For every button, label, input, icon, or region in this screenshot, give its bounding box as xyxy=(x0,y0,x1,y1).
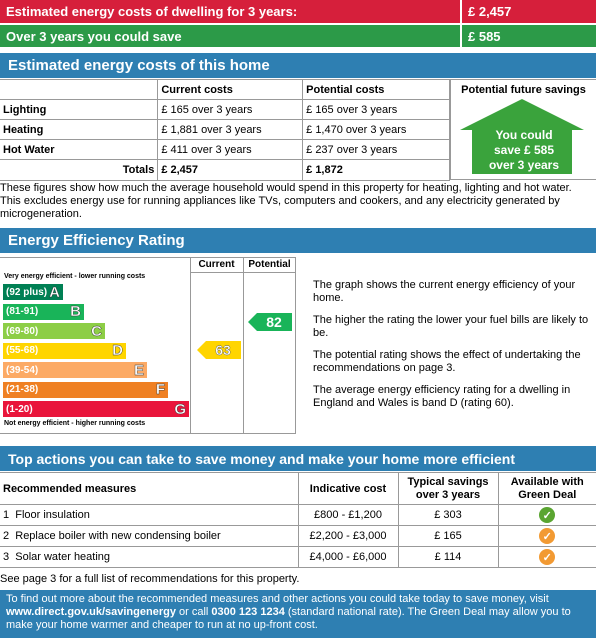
footer-text-a: To find out more about the recommended measures and other actions you could take today to save money, visit xyxy=(6,593,549,605)
rating-band-e xyxy=(3,362,147,378)
action-num: 2 xyxy=(3,530,10,542)
action-measure xyxy=(0,505,298,526)
rating-band-letter: B xyxy=(70,303,81,320)
actions-header-savings-2: over 3 years xyxy=(415,488,481,501)
actions-header-measures: Recommended measures xyxy=(0,473,298,505)
action-cost: £4,000 - £6,000 xyxy=(298,547,398,568)
costs-row-label: Lighting xyxy=(0,100,158,120)
action-measure xyxy=(0,526,298,547)
savings-line-2: save £ 585 xyxy=(493,143,555,157)
rating-band-b xyxy=(3,304,84,320)
action-green-deal xyxy=(498,547,596,568)
actions-header-cost xyxy=(298,473,398,505)
actions-table xyxy=(0,472,596,568)
rating-text-4: The average energy efficiency rating for a dwelling in England and Wales is band D (rating 60). xyxy=(313,384,571,409)
rating-band-letter: E xyxy=(133,361,144,379)
costs-row-potential: £ 165 over 3 years xyxy=(303,100,450,120)
action-measure-label: Replace boiler with new condensing boiler xyxy=(15,530,221,542)
summary-cost-value: £ 2,457 xyxy=(468,4,512,19)
rating-band-f xyxy=(3,382,168,398)
action-num: 1 xyxy=(3,509,10,521)
summary-save-value-bar xyxy=(462,25,596,47)
rating-col-potential: Potential xyxy=(248,259,291,270)
summary-save-value: £ 585 xyxy=(468,28,501,44)
summary-cost-value-bar xyxy=(462,0,596,23)
table-row xyxy=(0,140,450,160)
action-saving: £ 114 xyxy=(398,547,498,568)
savings-header: Potential future savings xyxy=(461,84,586,96)
rating-column-divider-2 xyxy=(243,258,244,433)
rating-column-divider-1 xyxy=(190,258,191,433)
costs-row-potential: £ 1,470 over 3 years xyxy=(303,120,450,140)
action-cost: £2,200 - £3,000 xyxy=(298,526,398,547)
rating-section-header xyxy=(0,228,596,253)
rating-band-d xyxy=(3,343,126,359)
actions-header-green-2: Green Deal xyxy=(518,488,577,501)
footer-box xyxy=(0,590,596,638)
costs-note: These figures show how much the average household would spend in this property for heating, lighting and hot water. This excludes energy use for running appliances like TVs, computers and cookers, and any electricity generated by microgeneration. xyxy=(0,182,572,220)
action-measure-label: Floor insulation xyxy=(15,509,90,521)
savings-line-1: You could xyxy=(495,128,553,142)
costs-table xyxy=(0,79,450,181)
action-green-deal xyxy=(498,505,596,526)
rating-text-2: The higher the rating the lower your fuel bills are likely to be. xyxy=(313,314,589,339)
action-saving: £ 165 xyxy=(398,526,498,547)
rating-top-label: Very energy efficient - lower running costs xyxy=(4,273,146,280)
check-icon: ✓ xyxy=(539,549,555,565)
rating-band-letter: G xyxy=(174,400,186,418)
rating-text-3: The potential rating shows the effect of undertaking the recommendations on page 3. xyxy=(313,349,581,374)
summary-cost-label-bar xyxy=(0,0,460,23)
rating-chart xyxy=(0,257,296,434)
actions-header-green-1: Available with xyxy=(510,475,584,488)
current-rating-value: 63 xyxy=(215,342,231,358)
action-num: 3 xyxy=(3,551,10,563)
table-row xyxy=(0,505,596,526)
rating-band-range: (55-68) xyxy=(6,345,39,356)
costs-row-label: Heating xyxy=(0,120,158,140)
rating-band-letter: F xyxy=(155,381,165,398)
footer-link[interactable]: www.direct.gov.uk/savingenergy xyxy=(6,606,176,618)
costs-header-current: Current costs xyxy=(158,80,303,100)
rating-band-range: (21-38) xyxy=(6,384,39,395)
rating-col-current: Current xyxy=(198,259,235,270)
costs-header-blank xyxy=(0,80,158,100)
costs-row-current: £ 165 over 3 years xyxy=(158,100,303,120)
actions-section-title: Top actions you can take to save money and make your home more efficient xyxy=(8,450,515,467)
summary-cost-label: Estimated energy costs of dwelling for 3 years: xyxy=(6,4,298,19)
costs-header-potential: Potential costs xyxy=(303,80,450,100)
actions-header-cost-label: Indicative cost xyxy=(309,482,387,495)
savings-text xyxy=(451,128,596,173)
check-icon: ✓ xyxy=(539,528,555,544)
rating-band-letter: C xyxy=(91,322,102,340)
summary-save-label-bar xyxy=(0,25,460,47)
summary-save-label: Over 3 years you could save xyxy=(6,28,182,44)
costs-totals-current: £ 2,457 xyxy=(158,160,303,181)
costs-totals-potential: £ 1,872 xyxy=(303,160,450,181)
costs-row-potential: £ 237 over 3 years xyxy=(303,140,450,160)
costs-section-header xyxy=(0,53,596,78)
savings-line-3: over 3 years xyxy=(488,158,560,172)
rating-band-range: (1-20) xyxy=(6,403,33,415)
potential-rating-value: 82 xyxy=(266,314,282,330)
rating-band-g xyxy=(3,401,189,417)
actions-header-savings-1: Typical savings xyxy=(407,475,489,488)
rating-band-c xyxy=(3,323,105,339)
savings-box xyxy=(450,79,596,180)
actions-section-header xyxy=(0,446,596,471)
rating-band-letter: D xyxy=(112,342,123,359)
costs-row-label: Hot Water xyxy=(0,140,158,160)
action-measure xyxy=(0,547,298,568)
footer-text-b: or call xyxy=(175,606,212,618)
action-saving: £ 303 xyxy=(398,505,498,526)
rating-band-range: (69-80) xyxy=(6,325,39,337)
actions-header-green xyxy=(498,473,596,505)
action-green-deal xyxy=(498,526,596,547)
costs-row-current: £ 1,881 over 3 years xyxy=(158,120,303,140)
table-row xyxy=(0,526,596,547)
actions-header-savings xyxy=(398,473,498,505)
rating-band-letter: A xyxy=(49,283,60,301)
rating-section-title: Energy Efficiency Rating xyxy=(8,232,185,249)
table-row xyxy=(0,100,450,120)
rating-band-a xyxy=(3,284,63,300)
rating-band-range: (81-91) xyxy=(6,306,39,317)
footer-phone: 0300 123 1234 xyxy=(211,606,285,618)
table-row xyxy=(0,547,596,568)
costs-section-title: Estimated energy costs of this home xyxy=(8,57,270,74)
table-row xyxy=(0,120,450,140)
costs-totals-label: Totals xyxy=(0,160,158,181)
see-page-note: See page 3 for a full list of recommendations for this property. xyxy=(0,573,300,585)
action-cost: £800 - £1,200 xyxy=(298,505,398,526)
costs-row-current: £ 411 over 3 years xyxy=(158,140,303,160)
rating-explanation xyxy=(313,279,593,410)
rating-band-range: (39-54) xyxy=(6,364,39,376)
rating-band-range: (92 plus) xyxy=(6,286,48,298)
rating-text-1: The graph shows the current energy efficiency of your home. xyxy=(313,279,576,304)
action-measure-label: Solar water heating xyxy=(15,551,111,563)
costs-totals-row xyxy=(0,160,450,181)
footer-text-c: (standard national rate). The Green Deal may allow you to make your home warmer and cheaper to run at no up-front cost. xyxy=(6,606,571,631)
rating-header-line xyxy=(190,272,296,273)
check-icon: ✓ xyxy=(539,507,555,523)
rating-bottom-label: Not energy efficient - higher running costs xyxy=(4,420,146,427)
